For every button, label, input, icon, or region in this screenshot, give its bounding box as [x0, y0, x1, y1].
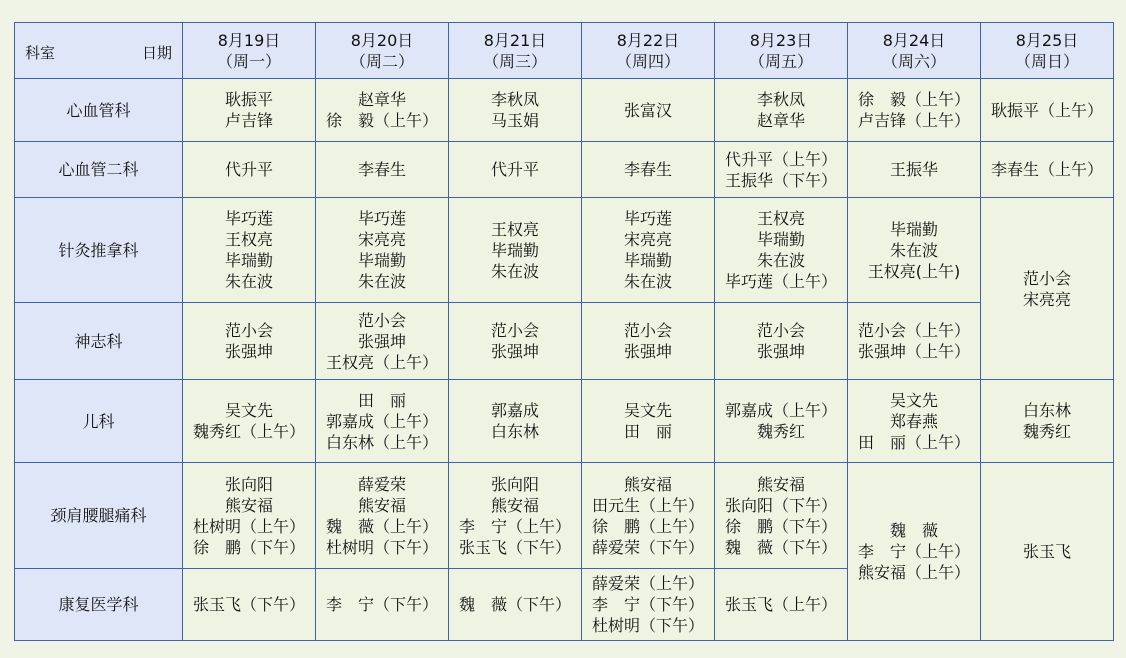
- duty-cell: [449, 79, 582, 142]
- staff-entry: 张玉飞: [1022, 542, 1071, 561]
- duty-cell: [981, 142, 1114, 198]
- dept-label: 神志科: [15, 303, 183, 380]
- duty-cell: [981, 79, 1114, 142]
- staff-entry: 耿振平（上午）: [990, 100, 1103, 120]
- staff-entry: 张向阳: [224, 474, 273, 494]
- duty-cell: [183, 303, 316, 380]
- staff-entry: 张强坤: [623, 342, 672, 361]
- staff-entry: 吴文先: [224, 401, 273, 420]
- staff-entry: 张玉飞（下午）: [192, 595, 305, 614]
- duty-cell: [449, 569, 582, 641]
- staff-entry: 吴文先: [889, 390, 938, 410]
- duty-cell: [848, 463, 981, 641]
- staff-entry: 白东林: [1022, 401, 1071, 420]
- staff-entry: 郑春燕: [889, 411, 938, 431]
- duty-cell: [183, 380, 316, 463]
- duty-cell: [316, 569, 449, 641]
- day-date: 8月23日: [749, 30, 813, 50]
- staff-entry: 田 丽: [357, 390, 406, 410]
- staff-entry: 薛爱荣（下午）: [591, 537, 704, 557]
- duty-cell: [848, 79, 981, 142]
- staff-entry: 毕巧莲: [623, 209, 672, 228]
- staff-entry: 魏 薇（下午）: [458, 595, 571, 614]
- day-header-mon: [183, 23, 316, 79]
- staff-entry: 毕巧莲: [357, 209, 406, 228]
- staff-entry: 范小会: [490, 321, 539, 340]
- day-weekday: （周五）: [748, 51, 813, 71]
- staff-entry: 张强坤: [490, 342, 539, 361]
- duty-cell: [582, 569, 715, 641]
- staff-entry: 代升平: [224, 160, 273, 179]
- table-row: [15, 380, 1114, 463]
- duty-cell: [848, 142, 981, 198]
- staff-entry: 毕瑞勤: [357, 251, 406, 270]
- staff-entry: 李春生: [357, 160, 406, 179]
- staff-entry: 张强坤（上午）: [857, 342, 970, 361]
- staff-entry: 吴文先: [623, 401, 672, 420]
- staff-entry: 张强坤: [224, 342, 273, 361]
- duty-cell: [582, 463, 715, 569]
- day-weekday: （周三）: [482, 51, 547, 71]
- day-weekday: （周六）: [881, 51, 946, 71]
- staff-entry: 白东林: [490, 422, 539, 441]
- duty-cell: [316, 142, 449, 198]
- duty-cell: [183, 198, 316, 303]
- day-date: 8月20日: [350, 30, 414, 50]
- duty-cell: [848, 303, 981, 380]
- day-date: 8月19日: [217, 30, 281, 50]
- staff-entry: 范小会: [623, 321, 672, 340]
- staff-entry: 朱在波: [623, 272, 672, 291]
- duty-cell: [582, 198, 715, 303]
- dept-label: 心血管二科: [15, 142, 183, 198]
- staff-entry: 毕瑞勤: [889, 219, 938, 239]
- duty-cell: [449, 198, 582, 303]
- day-weekday: （周日）: [1014, 51, 1079, 71]
- staff-entry: 毕瑞勤: [623, 251, 672, 270]
- staff-entry: 王权亮: [756, 209, 805, 228]
- staff-entry: 张富汉: [623, 100, 672, 120]
- duty-schedule-table: [14, 22, 1114, 641]
- staff-entry: 王振华（下午）: [724, 170, 837, 190]
- staff-entry: 李秋凤: [756, 90, 805, 109]
- staff-entry: 郭嘉成（上午）: [325, 411, 438, 431]
- staff-entry: 张向阳: [490, 474, 539, 494]
- staff-entry: 徐 鹏（下午）: [192, 537, 305, 557]
- duty-cell: [449, 303, 582, 380]
- staff-entry: 张玉飞（下午）: [458, 537, 571, 557]
- staff-entry: 李 宁（下午）: [591, 595, 704, 614]
- staff-entry: 朱在波: [756, 251, 805, 270]
- duty-cell: [715, 569, 848, 641]
- staff-entry: 白东林（上午）: [325, 432, 438, 452]
- staff-entry: 宋亮亮: [623, 230, 672, 249]
- duty-cell: [183, 142, 316, 198]
- staff-entry: 薛爱荣: [357, 474, 406, 494]
- duty-cell: [582, 79, 715, 142]
- staff-entry: 郭嘉成: [490, 401, 539, 420]
- dept-label: 颈肩腰腿痛科: [15, 463, 183, 569]
- staff-entry: 熊安福: [623, 474, 672, 494]
- staff-entry: 王权亮: [224, 230, 273, 249]
- duty-cell: [316, 79, 449, 142]
- duty-cell: [715, 198, 848, 303]
- staff-entry: 熊安福: [490, 495, 539, 515]
- staff-entry: 范小会: [756, 321, 805, 340]
- day-header-tue: [316, 23, 449, 79]
- duty-cell: [715, 380, 848, 463]
- dept-label: 康复医学科: [15, 569, 183, 641]
- staff-entry: 毕巧莲（上午）: [724, 272, 837, 291]
- staff-entry: 赵章华: [756, 111, 805, 130]
- staff-entry: 李春生（上午）: [990, 160, 1103, 179]
- staff-entry: 代升平（上午）: [724, 149, 837, 169]
- staff-entry: 范小会: [224, 321, 273, 340]
- staff-entry: 魏秀红: [1022, 422, 1071, 441]
- dept-column-label: 科室: [25, 44, 56, 62]
- staff-entry: 宋亮亮: [1022, 289, 1071, 309]
- staff-entry: 朱在波: [490, 261, 539, 281]
- duty-cell: [981, 380, 1114, 463]
- day-header-thu: [582, 23, 715, 79]
- staff-entry: 郭嘉成（上午）: [724, 401, 837, 420]
- staff-entry: 熊安福: [357, 495, 406, 515]
- day-header-wed: [449, 23, 582, 79]
- duty-cell: [316, 463, 449, 569]
- duty-cell: [449, 380, 582, 463]
- staff-entry: 田元生（上午）: [591, 495, 704, 515]
- staff-entry: 王权亮(上午): [867, 261, 961, 281]
- dept-label: 儿科: [15, 380, 183, 463]
- staff-entry: 杜树明（上午）: [192, 516, 305, 536]
- staff-entry: 卢吉锋: [224, 111, 273, 130]
- duty-cell: [848, 198, 981, 303]
- day-date: 8月21日: [483, 30, 547, 50]
- duty-cell: [183, 79, 316, 142]
- staff-entry: 熊安福（上午）: [857, 563, 970, 582]
- staff-entry: 魏 薇（下午）: [724, 537, 837, 557]
- staff-entry: 朱在波: [224, 272, 273, 291]
- duty-cell: [316, 198, 449, 303]
- staff-entry: 毕巧莲: [224, 209, 273, 228]
- day-weekday: （周一）: [216, 51, 281, 71]
- staff-entry: 魏秀红: [756, 422, 805, 441]
- staff-entry: 王权亮: [490, 219, 539, 239]
- staff-entry: 范小会: [1022, 268, 1071, 288]
- staff-entry: 杜树明（下午）: [325, 537, 438, 557]
- staff-entry: 王振华: [889, 160, 938, 179]
- staff-entry: 毕瑞勤: [756, 230, 805, 249]
- staff-entry: 李 宁（下午）: [325, 595, 438, 614]
- staff-entry: 薛爱荣（上午）: [591, 574, 704, 593]
- table-row: [15, 142, 1114, 198]
- duty-cell: [981, 198, 1114, 380]
- duty-cell: [715, 142, 848, 198]
- staff-entry: 朱在波: [889, 240, 938, 260]
- staff-entry: 魏 薇: [889, 521, 938, 540]
- duty-cell: [715, 463, 848, 569]
- staff-entry: 田 丽: [623, 422, 672, 441]
- staff-entry: 毕瑞勤: [490, 240, 539, 260]
- day-weekday: （周二）: [349, 51, 414, 71]
- table-row: [15, 198, 1114, 303]
- staff-entry: 耿振平: [224, 90, 273, 109]
- day-header-fri: [715, 23, 848, 79]
- staff-entry: 李秋凤: [490, 90, 539, 109]
- duty-cell: [316, 380, 449, 463]
- staff-entry: 魏 薇（上午）: [325, 516, 438, 536]
- duty-cell: [316, 303, 449, 380]
- duty-cell: [582, 303, 715, 380]
- staff-entry: 徐 毅（上午）: [857, 90, 970, 109]
- staff-entry: 马玉娟: [490, 111, 539, 130]
- staff-entry: 徐 毅（上午）: [325, 111, 438, 130]
- day-header-sat: [848, 23, 981, 79]
- staff-entry: 朱在波: [357, 272, 406, 291]
- staff-entry: 宋亮亮: [357, 230, 406, 249]
- duty-cell: [449, 463, 582, 569]
- staff-entry: 徐 鹏（上午）: [591, 516, 704, 536]
- staff-entry: 李春生: [623, 160, 672, 179]
- day-weekday: （周四）: [615, 51, 680, 71]
- duty-cell: [582, 142, 715, 198]
- staff-entry: 杜树明（下午）: [591, 616, 704, 635]
- duty-cell: [848, 380, 981, 463]
- day-date: 8月25日: [1015, 30, 1079, 50]
- staff-entry: 范小会（上午）: [857, 321, 970, 340]
- duty-cell: [715, 303, 848, 380]
- staff-entry: 田 丽（上午）: [857, 432, 970, 452]
- duty-cell: [449, 142, 582, 198]
- staff-entry: 张强坤: [357, 331, 406, 351]
- staff-entry: 张玉飞（上午）: [724, 595, 837, 614]
- day-date: 8月22日: [616, 30, 680, 50]
- staff-entry: 张向阳（下午）: [724, 495, 837, 515]
- duty-cell: [981, 463, 1114, 641]
- staff-entry: 熊安福: [756, 474, 805, 494]
- duty-cell: [183, 569, 316, 641]
- table-row: [15, 463, 1114, 569]
- dept-label: 针灸推拿科: [15, 198, 183, 303]
- header-row: [15, 23, 1114, 79]
- staff-entry: 范小会: [357, 310, 406, 330]
- staff-entry: 徐 鹏（下午）: [724, 516, 837, 536]
- dept-label: 心血管科: [15, 79, 183, 142]
- table-row: [15, 303, 1114, 380]
- staff-entry: 赵章华: [357, 90, 406, 109]
- staff-entry: 毕瑞勤: [224, 251, 273, 270]
- staff-entry: 魏秀红（上午）: [192, 422, 305, 441]
- day-date: 8月24日: [882, 30, 946, 50]
- corner-header: [15, 23, 183, 79]
- staff-entry: 张强坤: [756, 342, 805, 361]
- staff-entry: 卢吉锋（上午）: [857, 111, 970, 130]
- staff-entry: 熊安福: [224, 495, 273, 515]
- duty-cell: [582, 380, 715, 463]
- staff-entry: 李 宁（上午）: [458, 516, 571, 536]
- staff-entry: 李 宁（上午）: [857, 542, 970, 561]
- date-column-label: 日期: [141, 44, 172, 62]
- duty-cell: [715, 79, 848, 142]
- staff-entry: 王权亮（上午）: [325, 352, 438, 372]
- day-header-sun: [981, 23, 1114, 79]
- duty-cell: [183, 463, 316, 569]
- table-row: [15, 79, 1114, 142]
- staff-entry: 代升平: [490, 160, 539, 179]
